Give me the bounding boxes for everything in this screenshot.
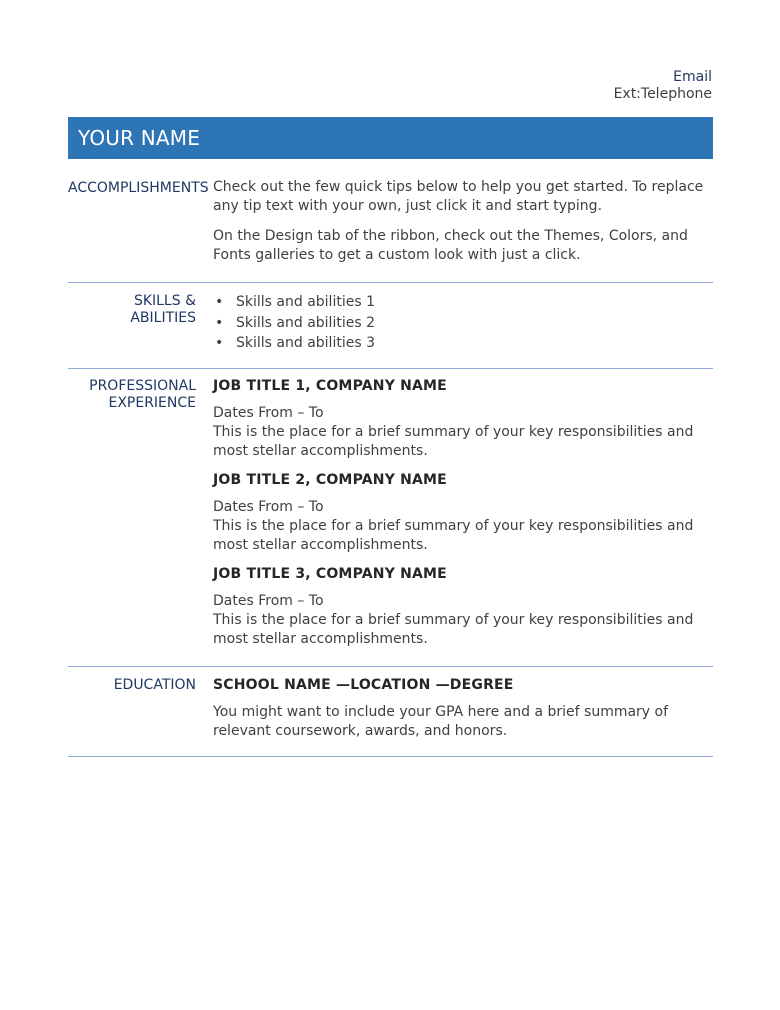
job-entry: [213, 378, 713, 461]
experience-heading-line: PROFESSIONAL: [89, 378, 196, 394]
experience-heading[interactable]: [68, 378, 196, 412]
contact-info: [614, 69, 712, 103]
bullet-icon: •: [215, 314, 224, 331]
skill-text: Skills and abilities 1: [236, 294, 375, 310]
phone-text[interactable]: Ext:Telephone: [613, 86, 712, 102]
list-item[interactable]: [213, 313, 713, 334]
job-entry: [213, 566, 713, 649]
bullet-icon: •: [215, 294, 224, 310]
name-banner: [68, 117, 713, 159]
job-dates[interactable]: Dates From – To: [213, 405, 324, 421]
email-text[interactable]: Email: [673, 69, 712, 85]
skills-heading[interactable]: SKILLS & ABILITIES: [130, 293, 196, 326]
school-title[interactable]: SCHOOL NAME —LOCATION —DEGREE: [213, 677, 514, 693]
experience-content: [213, 378, 713, 649]
job-title[interactable]: JOB TITLE 2, COMPANY NAME: [213, 472, 447, 488]
accomplishments-paragraph[interactable]: On the Design tab of the ribbon, check out the Themes, Colors, and Fonts galleries to get a custom look with just a click.: [213, 228, 688, 263]
accomplishments-content: [213, 178, 713, 265]
section-divider: [68, 756, 713, 757]
skills-content: [213, 292, 713, 354]
skill-text: Skills and abilities 2: [236, 314, 375, 331]
skill-text: Skills and abilities 3: [236, 335, 375, 351]
education-summary[interactable]: You might want to include your GPA here and a brief summary of relevant coursework, awards, and honors.: [213, 704, 669, 739]
job-summary[interactable]: This is the place for a brief summary of your key responsibilities and most stellar accomplishments.: [213, 612, 694, 647]
section-divider: [68, 666, 713, 667]
list-item[interactable]: [213, 292, 713, 313]
list-item[interactable]: [213, 333, 713, 354]
section-divider: [68, 368, 713, 369]
education-heading[interactable]: EDUCATION: [113, 677, 196, 693]
job-summary[interactable]: This is the place for a brief summary of your key responsibilities and most stellar accomplishments.: [213, 424, 694, 459]
job-title[interactable]: JOB TITLE 1, COMPANY NAME: [213, 378, 447, 394]
experience-heading-line: EXPERIENCE: [108, 395, 196, 411]
education-content: [213, 677, 713, 741]
skills-list: [213, 292, 713, 354]
job-dates[interactable]: Dates From – To: [213, 499, 324, 515]
job-dates[interactable]: Dates From – To: [213, 593, 324, 609]
job-title[interactable]: JOB TITLE 3, COMPANY NAME: [213, 566, 447, 582]
section-divider: [68, 282, 713, 283]
name-text[interactable]: YOUR NAME: [78, 126, 201, 150]
accomplishments-paragraph[interactable]: Check out the few quick tips below to help you get started. To replace any tip text with your own, just click it and start typing.: [213, 179, 704, 214]
job-entry: [213, 472, 713, 555]
bullet-icon: •: [215, 335, 224, 351]
accomplishments-heading[interactable]: ACCOMPLISHMENTS: [68, 180, 209, 196]
job-summary[interactable]: This is the place for a brief summary of your key responsibilities and most stellar accomplishments.: [213, 518, 694, 553]
